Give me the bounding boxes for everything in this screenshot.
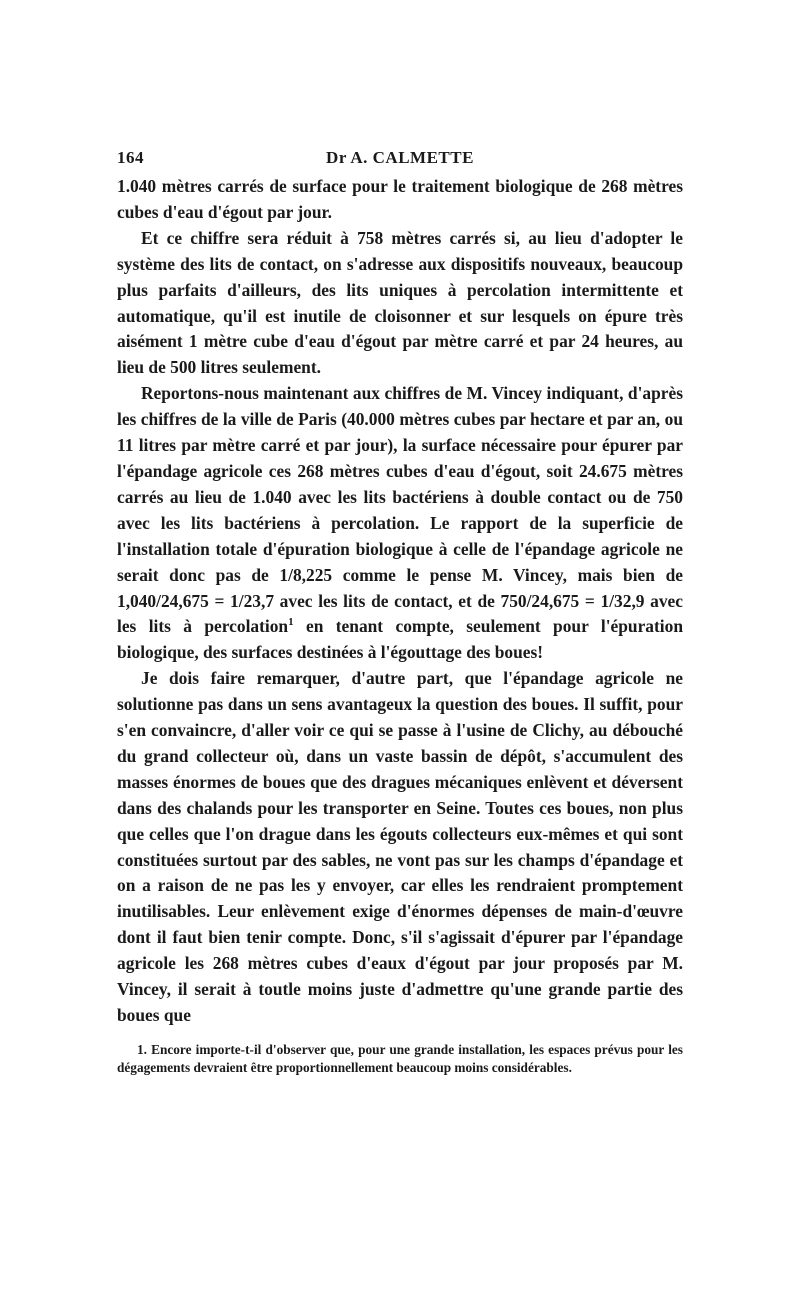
- footnote-reference: 1: [288, 616, 294, 629]
- page-header: [117, 148, 683, 174]
- page-number: 164: [117, 148, 144, 167]
- paragraph-3-text-b: en tenant compte, seulement pour l'épuration biologique, des surfaces destinées à l'égouttage des boues!: [117, 616, 683, 663]
- book-page: [117, 148, 683, 1078]
- paragraph-4: Je dois faire remarquer, d'autre part, que l'épandage agricole ne solutionne pas dans un sens avantageux la question des boues. Il suffit, pour s'en convaincre, d'aller voir ce qui se passe à l'usine de Clichy, au débouché du grand collecteur où, dans un vaste bassin de dépôt, s'accumulent des masses énormes de boues que des dragues mécaniques enlèvent et déversent dans des chalands pour les transporter en Seine. Toutes ces boues, non plus que celles que l'on drague dans les égouts collecteurs eux-mêmes et qui sont constituées surtout par des sables, ne vont pas sur les champs d'épandage et on a raison de ne pas les y envoyer, car elles les rendraient promptement inutilisables. Leur enlèvement exige d'énormes dépenses de main-d'œuvre dont il faut bien tenir compte. Donc, s'il s'agissait d'épurer par l'épandage agricole les 268 mètres cubes d'eaux d'égout par jour proposés par M. Vincey, il serait à toutle moins juste d'admettre qu'une grande partie des boues que: [117, 668, 683, 1025]
- paragraph-2: Et ce chiffre sera réduit à 758 mètres carrés si, au lieu d'adopter le système des lits de contact, on s'adresse aux dispositifs nouveaux, beaucoup plus parfaits d'ailleurs, des lits uniques à percolation intermittente et automatique, qu'il est inutile de cloisonner et sur lesquels on épure très aisément 1 mètre cube d'eau d'égout par mètre carré et par 24 heures, au lieu de 500 litres seulement.: [117, 227, 683, 378]
- paragraph-3: [117, 381, 683, 666]
- paragraph-1: 1.040 mètres carrés de surface pour le traitement biologique de 268 mètres cubes d'eau d'égout par jour.: [117, 176, 683, 222]
- running-head: Dr A. CALMETTE: [326, 148, 474, 167]
- footnote-text: 1. Encore importe-t-il d'observer que, pour une grande installation, les espaces prévus pour les dégagements devraient être proportionnellement beaucoup moins considérables.: [117, 1041, 683, 1076]
- paragraph-3-text-a: Reportons-nous maintenant aux chiffres de M. Vincey indiquant, d'après les chiffres de la ville de Paris (40.000 mètres cubes par hectare et par an, ou 11 litres par mètre carré et par jour), la surface nécessaire pour épurer par l'épandage agricole ces 268 mètres cubes d'eau d'égout, soit 24.675 mètres carrés au lieu de 1.040 avec les lits bactériens à double contact ou de 750 avec les lits bactériens à percolation. Le rapport de la superficie de l'installation totale d'épuration biologique à celle de l'épandage agricole ne serait donc pas de 1/8,225 comme le pense M. Vincey, mais bien de 1,040/24,675 = 1/23,7 avec les lits de contact, et de 750/24,675 = 1/32,9 avec les lits à percolation: [117, 383, 683, 637]
- body-text: [117, 174, 683, 1029]
- footnote: [117, 1041, 683, 1078]
